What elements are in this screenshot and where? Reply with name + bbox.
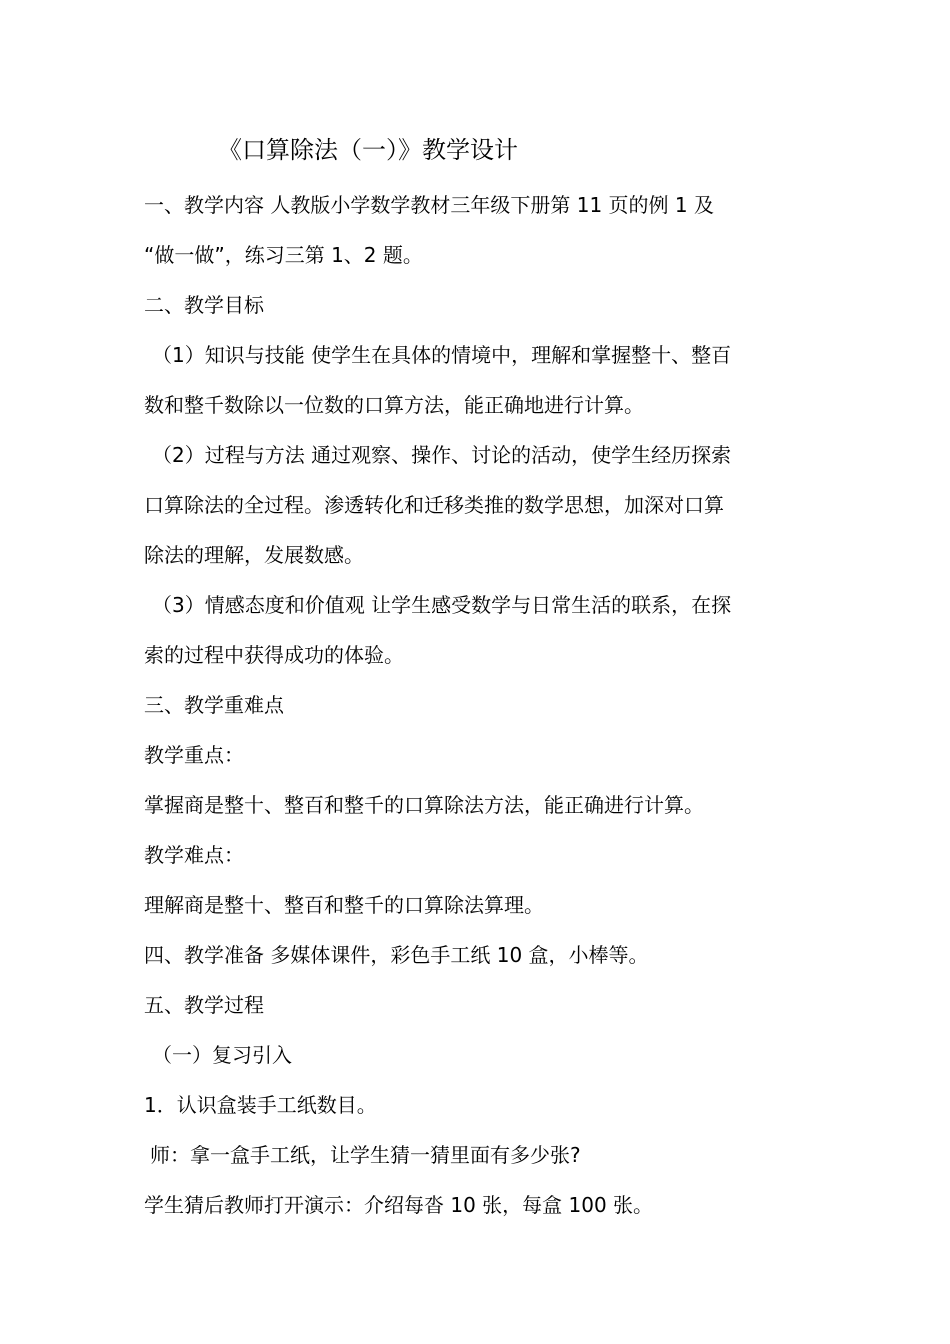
section-4-line: 四、教学准备 多媒体课件，彩色手工纸 10 盒，小棒等。 [144,943,649,967]
difficulty-label: 教学难点： [144,843,244,867]
document-body [144,180,814,1230]
document-title: 《口算除法（一）》教学设计 [218,136,518,164]
section-1-content-line-1: 一、教学内容 人教版小学数学教材三年级下册第 11 页的例 1 及 [144,193,714,217]
section-5-heading: 五、教学过程 [144,993,264,1017]
key-point-text: 掌握商是整十、整百和整千的口算除法方法，能正确进行计算。 [144,793,704,817]
difficulty-text: 理解商是整十、整百和整千的口算除法算理。 [144,893,544,917]
key-point-label: 教学重点： [144,743,244,767]
objective-2-line-1: （2）过程与方法 通过观察、操作、讨论的活动，使学生经历探索 [152,443,732,467]
section-1-content-line-2: “做一做”，练习三第 1、2 题。 [144,243,423,267]
teacher-line: 师：拿一盒手工纸，让学生猜一猜里面有多少张? [150,1143,581,1167]
objective-2-line-2: 口算除法的全过程。渗透转化和迁移类推的数学思想，加深对口算 [144,493,724,517]
objective-2-line-3: 除法的理解，发展数感。 [144,543,364,567]
step-1-line: 1．认识盒装手工纸数目。 [144,1093,377,1117]
section-3-heading: 三、教学重难点 [144,693,284,717]
subsection-1-heading: （一）复习引入 [152,1043,292,1067]
objective-1-line-1: （1）知识与技能 使学生在具体的情境中，理解和掌握整十、整百 [152,343,732,367]
objective-1-line-2: 数和整千数除以一位数的口算方法，能正确地进行计算。 [144,393,644,417]
student-line: 学生猜后教师打开演示：介绍每沓 10 张，每盒 100 张。 [144,1193,654,1217]
objective-3-line-1: （3）情感态度和价值观 让学生感受数学与日常生活的联系，在探 [152,593,732,617]
section-2-heading: 二、教学目标 [144,293,264,317]
objective-3-line-2: 索的过程中获得成功的体验。 [144,643,404,667]
